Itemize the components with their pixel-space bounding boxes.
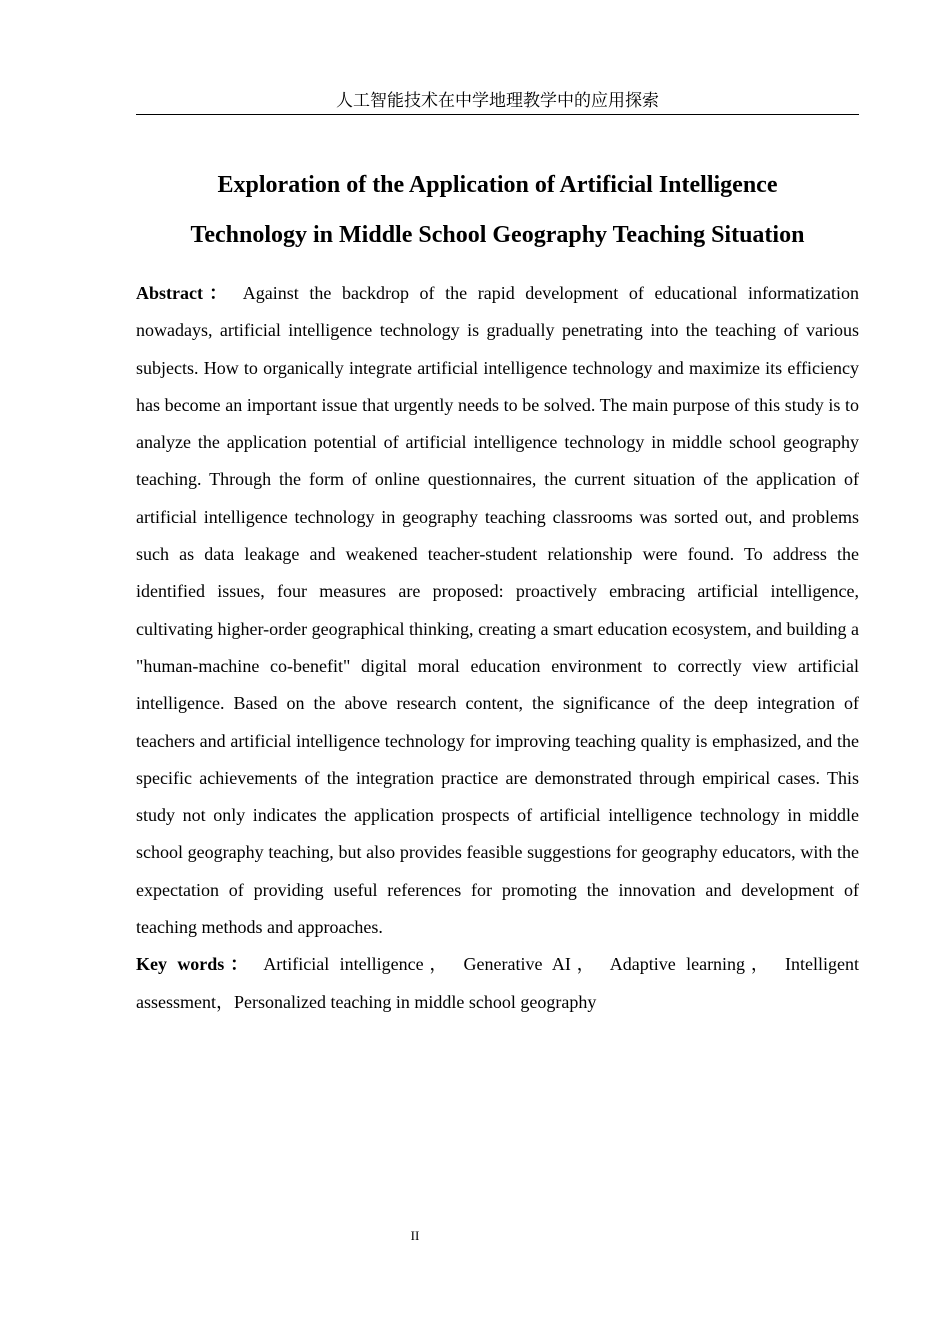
abstract-section [136,275,859,1021]
title-line-1: Exploration of the Application of Artificial Intelligence [217,172,778,198]
abstract-text: Against the backdrop of the rapid development of educational informatization nowadays, artificial intelligence technology is gradually penetrating into the teaching of various subjects. How to organically integrate artificial intelligence technology and maximize its efficiency has become an important issue that urgently needs to be solved. The main purpose of this study is to analyze the application potential of artificial intelligence technology in middle school geography teaching. Through the form of online questionnaires, the current situation of the application of artificial intelligence technology in geography teaching classrooms was sorted out, and problems such as data leakage and weakened teacher-student relationship were found. To address the identified issues, four measures are proposed: proactively embracing artificial intelligence, cultivating higher-order geographical thinking, creating a smart education ecosystem, and building a "human-machine co-benefit" digital moral education environment to correctly view artificial intelligence. Based on the above research content, the significance of the deep integration of teachers and artificial intelligence technology for improving teaching quality is emphasized, and the specific achievements of the integration practice are demonstrated through empirical cases. This study not only indicates the application prospects of artificial intelligence technology in middle school geography teaching, but also provides feasible suggestions for geography educators, with the expectation of providing useful references for promoting the innovation and development of teaching methods and approaches. [136,283,859,938]
running-header: 人工智能技术在中学地理教学中的应用探索 [136,88,859,115]
keywords-label: Key words： [136,954,254,975]
abstract-label: Abstract： [136,283,234,303]
page-number: II [410,1228,420,1243]
title-line-2: Technology in Middle School Geography Teaching Situation [190,222,805,248]
abstract-paragraph [136,275,859,946]
keywords-paragraph [136,946,859,1021]
keywords-text: Artificial intelligence， Generative AI， Adaptive learning， Intelligent assessment，Personalized teaching in middle school geography [136,954,860,1012]
paper-title [136,160,859,260]
